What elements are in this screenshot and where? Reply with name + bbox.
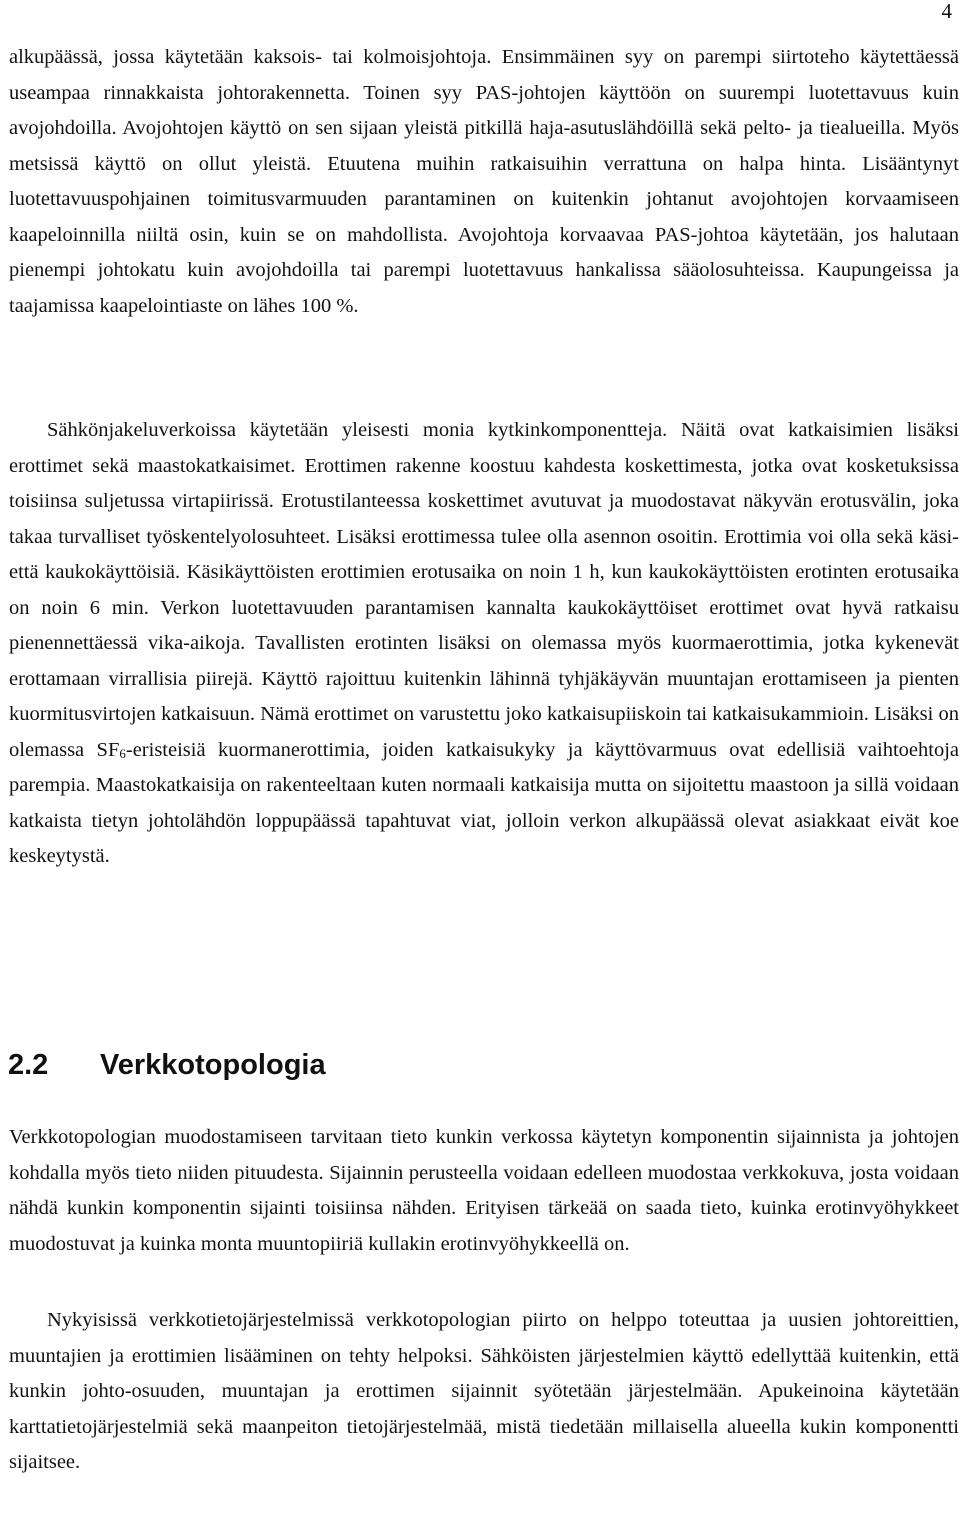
subscript: 6 <box>119 745 126 761</box>
paragraph-topology-intro: Verkkotopologian muodostamiseen tarvitaan tieto kunkin verkossa käytetyn komponentin sijainnista ja johtojen kohdalla myös tieto niiden pituudesta. Sijainnin perusteella voidaan edelleen muodostaa verkkokuva, josta voidaan nähdä kunkin komponentin sijainti toisiinsa nähden. Erityisen tärkeää on saada tieto, kuinka erotinvyöhykkeet muodostuvat ja kuinka monta muuntopiiriä kullakin erotinvyöhykkeellä on. <box>9 1126 959 1255</box>
paragraph-text-part: Sähkönjakeluverkoissa käytetään yleisesti monia kytkinkomponentteja. Näitä ovat katkaisimien lisäksi erottimet sekä maastokatkaisimet. Erottimen rakenne koostuu kahdesta koskettimesta, jotka ovat kosketuksissa toisiinsa suljetussa virtapiirissä. Erotustilanteessa koskettimet avutuvat ja muodostavat näkyvän erotusvälin, joka takaa turvalliset työskentelyolosuhteet. Lisäksi erottimessa tulee olla asennon osoitin. Erottimia voi olla sekä käsi- että kaukokäyttöisiä. Käsikäyttöisten erottimien erotusaika on noin 1 h, kun kaukokäyttöisten erotinten erotusaika on noin 6 min. Verkon luotettavuuden parantamisen kannalta kaukokäyttöiset erottimet ovat hyvä ratkaisu pienennettäessä vika-aikoja. Tavallisten erotinten lisäksi on olemassa myös kuormaerottimia, jotka kykenevät erottamaan virrallisia piirejä. Käyttö rajoittuu kuitenkin lähinnä tyhjäkäyvän muuntajan erottamiseen ja pienten kuormitusvirtojen katkaisuun. Nämä erottimet on varustettu joko katkaisupiiskoin tai katkaisukammioin. Lisäksi on olemassa SF <box>9 419 959 761</box>
section-number: 2.2 <box>8 1049 49 1081</box>
paragraph-network-cabling: alkupäässä, jossa käytetään kaksois- tai kolmoisjohtoja. Ensimmäinen syy on parempi siirtoteho käytettäessä useampaa rinnakkaista johtorakennetta. Toinen syy PAS-johtojen käyttöön on suurempi luotettavuus kuin avojohdoilla. Avojohtojen käyttö on sen sijaan yleistä pitkillä haja-asutuslähdöillä sekä pelto- ja tiealueilla. Myös metsissä käyttö on ollut yleistä. Etuutena muihin ratkaisuihin verrattuna on halpa hinta. Lisääntynyt luotettavuuspohjainen toimitusvarmuuden parantaminen on kuitenkin johtanut avojohtojen korvaamiseen kaapeloinnilla niiltä osin, kuin se on mahdollista. Avojohtoja korvaavaa PAS-johtoa käytetään, jos halutaan pienempi johtokatu kuin avojohdoilla tai parempi luotettavuus hankalissa sääolosuhteissa. Kaupungeissa ja taajamissa kaapelointiaste on lähes 100 %. <box>9 46 959 317</box>
paragraph-switching-components <box>9 413 959 875</box>
page-number: 4 <box>941 0 952 23</box>
section-heading <box>8 1045 326 1085</box>
section-title: Verkkotopologia <box>100 1049 326 1081</box>
paragraph-network-information-systems: Nykyisissä verkkotietojärjestelmissä verkkotopologian piirto on helppo toteuttaa ja uusien johtoreittien, muuntajien ja erottimien lisääminen on tehty helpoksi. Sähköisten järjestelmien käyttö edellyttää kuitenkin, että kunkin johto-osuuden, muuntajan ja erottimen sijainnit syötetään järjestelmään. Apukeinoina käytetään karttatietojärjestelmiä sekä maanpeiton tietojärjestelmää, mistä tiedetään millaisella alueella kukin komponentti sijaitsee. <box>9 1309 959 1473</box>
paragraph-text-part: -eristeisiä kuormanerottimia, joiden katkaisukyky ja käyttövarmuus ovat edellisiä vaihtoehtoja parempia. Maastokatkaisija on rakenteeltaan kuten normaali katkaisija mutta on sijoitettu maastoon ja sillä voidaan katkaista tietyn johtolähdön loppupäässä tapahtuvat viat, jolloin verkon alkupäässä olevat asiakkaat eivät koe keskeytystä. <box>9 738 960 867</box>
